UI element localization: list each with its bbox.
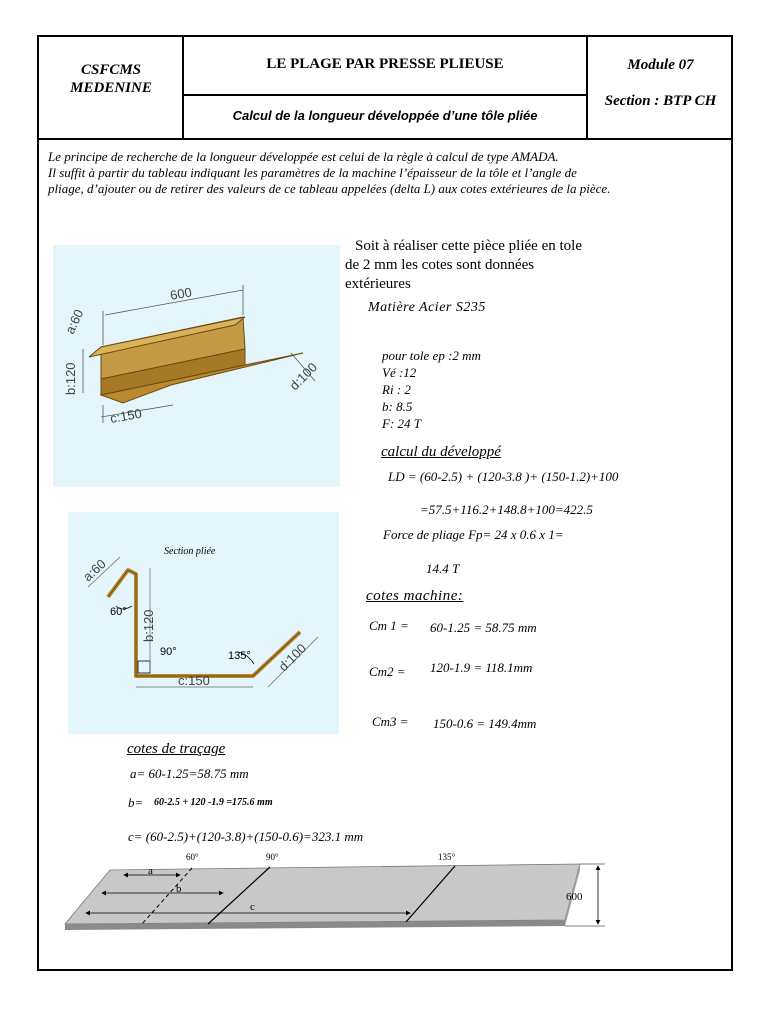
school-name: CSFCMS (80, 62, 142, 78)
plate-angle-135: 135° (438, 852, 456, 862)
intro-line: Le principe de recherche de la longueur développée est celui de la règle à calcul de type AMADA. (48, 149, 559, 164)
header-title-rule (183, 94, 587, 96)
param-line: Ri : 2 (382, 382, 411, 397)
calc-ld-result: =57.5+116.2+148.8+100=422.5 (420, 502, 593, 517)
plate-label-c: c (250, 901, 255, 913)
school-city: MEDENINE (70, 80, 152, 96)
cm2-value: 120-1.9 = 118.1mm (430, 660, 533, 675)
plate-label-a: a (148, 865, 153, 877)
section-profile (108, 570, 300, 676)
intro-line: Il suffit à partir du tableau indiquant les paramètres de la machine l’épaisseur de la tôle et l’angle de (48, 165, 577, 180)
document-subtitle: Calcul de la longueur développée d’une tôle pliée (232, 108, 538, 123)
statement-line: extérieures (345, 276, 411, 292)
section-figure (68, 512, 339, 734)
tracing-heading: cotes de traçage (127, 741, 226, 757)
param-line: F: 24 T (382, 416, 421, 431)
iso-dim-600: 600 (168, 284, 193, 303)
statement-line: de 2 mm les cotes sont données (345, 257, 535, 273)
calc-ld-formula: LD = (60-2.5) + (120-3.8 )+ (150-1.2)+100 (388, 469, 619, 484)
iso-dim-b: b:120 (63, 362, 78, 395)
header-bottom-rule (37, 138, 733, 140)
plate-width-label: 600 (566, 891, 583, 903)
section-dim-a: a:60 (79, 556, 109, 585)
section-label: Section : BTP CH (604, 93, 717, 109)
module-label: Module 07 (627, 57, 694, 73)
section-caption: Section pliée (164, 546, 216, 557)
iso-figure (53, 245, 340, 487)
tracing-b-value: 60-2.5 + 120 -1.9 =175.6 mm (154, 797, 273, 808)
statement-line: Soit à réaliser cette pièce pliée en tole (355, 238, 582, 254)
force-formula: Force de pliage Fp= 24 x 0.6 x 1= (383, 527, 564, 542)
param-line: Vé :12 (382, 365, 417, 380)
section-dim-d: d:100 (275, 640, 310, 675)
cm2-label: Cm2 = (369, 664, 406, 679)
school-block (40, 61, 182, 97)
right-angle-marker (138, 661, 150, 673)
calc-heading: calcul du développé (381, 444, 501, 460)
section-angle-60: 60° (110, 606, 127, 618)
intro-paragraph (48, 149, 728, 197)
cm1-value: 60-1.25 = 58.75 mm (430, 620, 537, 635)
plate-angle-60: 60° (186, 852, 199, 862)
statement-block (345, 237, 685, 294)
section-dim-c: c:150 (178, 673, 210, 688)
iso-dim-d: d:100 (286, 359, 321, 394)
param-line: b: 8.5 (382, 399, 413, 414)
cm3-label: Cm3 = (372, 714, 409, 729)
tracing-a: a= 60-1.25=58.75 mm (130, 766, 249, 781)
plate-top (65, 864, 580, 924)
tracing-b-label: b= (128, 795, 144, 810)
intro-line: pliage, d’ajouter ou de retirer des valeurs de ce tableau appelées (delta L) aux cotes extérieures de la pièce. (48, 181, 611, 196)
param-line: pour tole ep :2 mm (382, 348, 481, 363)
section-dim-b: b:120 (141, 609, 156, 642)
machine-heading: cotes machine: (366, 588, 464, 604)
force-result: 14.4 T (426, 561, 460, 576)
header-divider-left (182, 35, 184, 139)
plate-angle-90: 90° (266, 852, 279, 862)
section-figure-panel (68, 512, 339, 734)
section-angle-90: 90° (160, 646, 177, 658)
material-label: Matière Acier S235 (368, 300, 486, 315)
cm1-label: Cm 1 = (369, 618, 409, 633)
plate-label-b: b (176, 883, 182, 895)
tracing-c: c= (60-2.5)+(120-3.8)+(150-0.6)=323.1 mm (128, 829, 364, 844)
plate-figure (60, 850, 620, 940)
cm3-value: 150-0.6 = 149.4mm (433, 716, 537, 731)
machine-params (382, 347, 481, 432)
iso-dim-c: c:150 (108, 405, 143, 426)
section-angle-135: 135° (228, 650, 251, 662)
iso-dim-a: a:60 (62, 306, 87, 337)
header-divider-right (586, 35, 588, 139)
document-title: LE PLAGE PAR PRESSE PLIEUSE (266, 56, 504, 72)
iso-figure-panel (53, 245, 340, 487)
